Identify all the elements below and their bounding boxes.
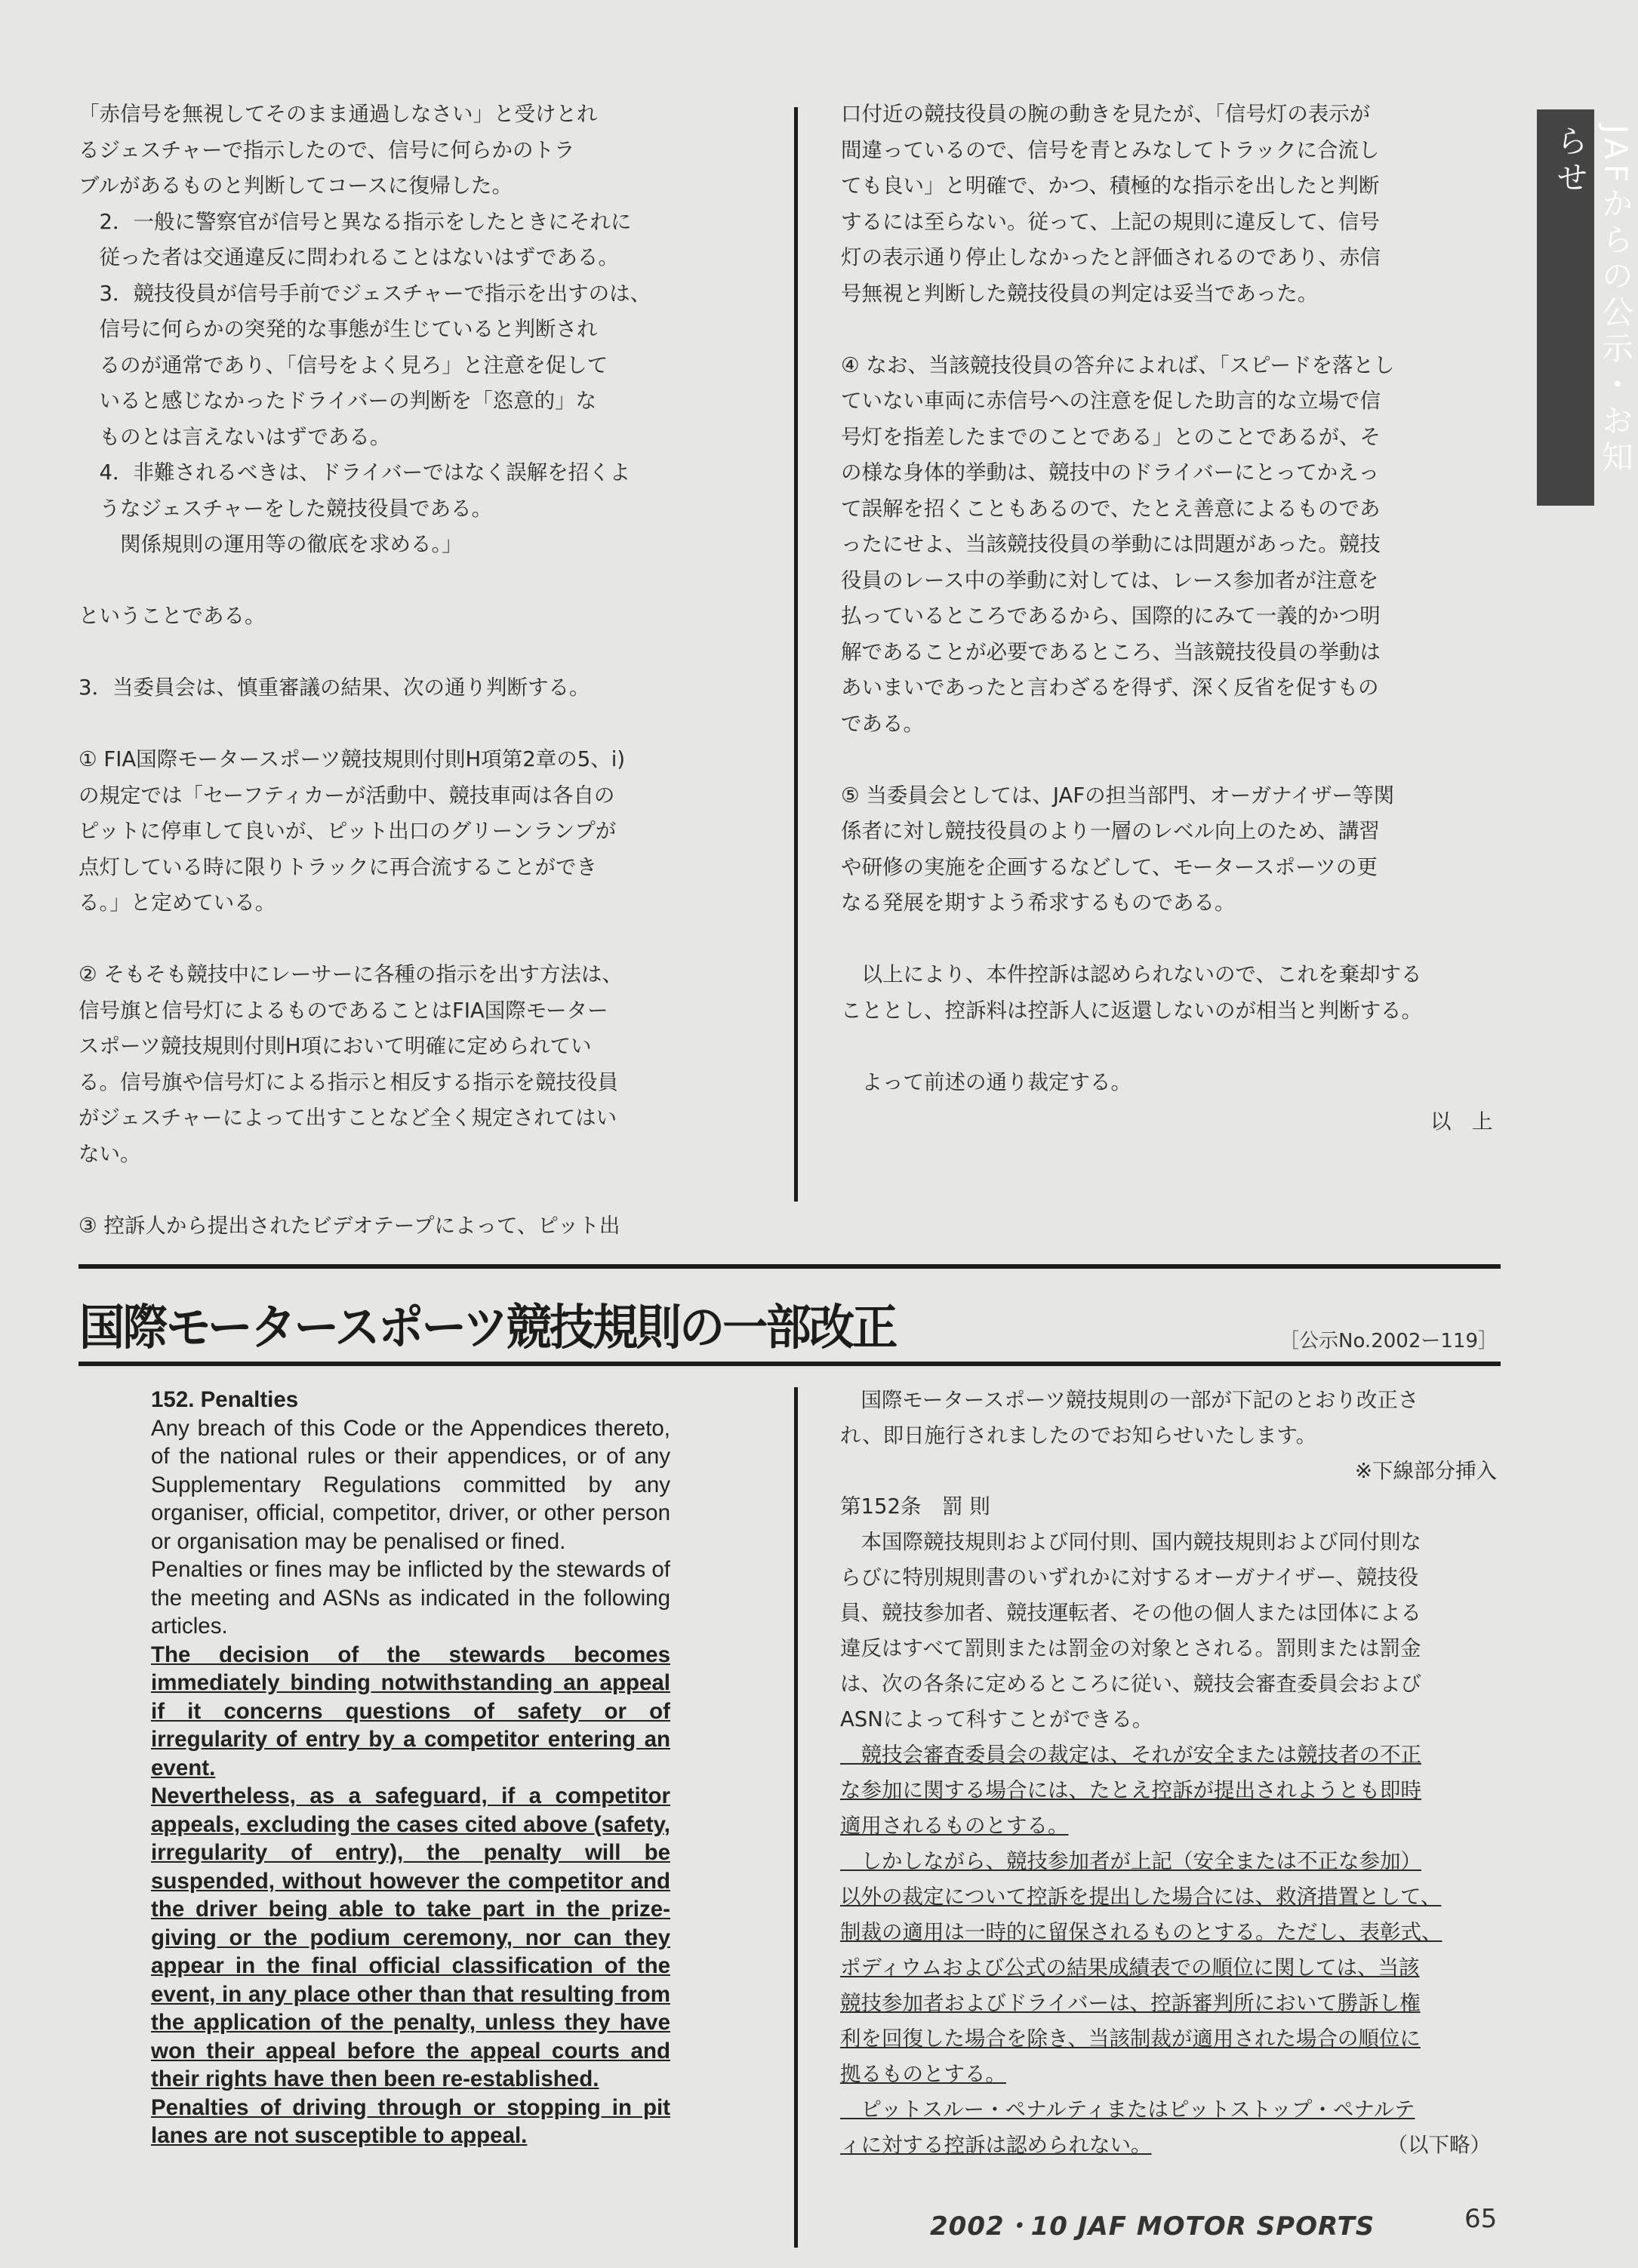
english-para-2: Penalties or fines may be inflicted by the stewards of the meeting and ASNs as indicated in the following articles.: [151, 1557, 670, 1639]
text-line: 3．当委員会は、慎重審議の結果、次の通り判断する。: [79, 675, 590, 700]
english-underlined-1: The decision of the stewards becomes immediately binding notwithstanding an appeal if it concerns questions of safety or of irregularity of entry by a competitor entering an event.: [151, 1642, 670, 1780]
text-line: よって前述の通り裁定する。: [841, 1069, 1132, 1094]
text-line: 信号旗と信号灯によるものであることはFIA国際モーター: [79, 998, 608, 1023]
text-line: 役員のレース中の挙動に対しては、レース参加者が注意を: [841, 568, 1379, 592]
text-line: 関係規則の運用等の徹底を求める。」: [79, 532, 463, 556]
jp-underlined-line-text: しかしながら、競技参加者が上記（安全または不正な参加）: [840, 1849, 1421, 1873]
text-line: ても良い」と明確で、かつ、積極的な指示を出したと判断: [841, 174, 1380, 198]
text-line: 係者に対し競技役員のより一層のレベル向上のため、講習: [841, 819, 1380, 843]
text-line: 従った者は交通違反に問われることはないはずである。: [79, 245, 619, 269]
text-line: 灯の表示通り停止しなかったと評価されるのであり、赤信: [841, 245, 1381, 269]
text-line: である。: [841, 711, 924, 736]
text-line: ② そもそも競技中にレーサーに各種の指示を出す方法は、: [79, 962, 623, 986]
jp-body-line: 違反はすべて罰則または罰金の対象とされる。罰則または罰金: [840, 1636, 1421, 1660]
jp-body-line: 本国際競技規則および同付則、国内競技規則および同付則な: [840, 1530, 1421, 1554]
jp-body-line: ASNによって科すことができる。: [840, 1707, 1153, 1731]
text-line: 3．競技役員が信号手前でジェスチャーで指示を出すのは、: [79, 281, 651, 306]
text-line: や研修の実施を企画するなどして、モータースポーツの更: [841, 854, 1378, 879]
jp-underlined-line-text: 競技会審査委員会の裁定は、それが安全または競技者の不正: [840, 1743, 1421, 1767]
text-line: る。信号旗や信号灯による指示と相反する指示を競技役員: [79, 1069, 618, 1094]
jp-underlined-line: [840, 1808, 1497, 1844]
text-line: 号無視と判断した競技役員の判定は妥当であった。: [841, 281, 1319, 306]
closing-text: [1430, 1104, 1493, 1140]
text-line: [79, 1172, 750, 1208]
jp-underlined-line: [840, 2092, 1497, 2128]
column-divider-bottom: [794, 1387, 798, 2248]
text-line: ③ 控訴人から提出されたビデオテープによって、ピット出: [79, 1213, 620, 1238]
jp-body-line: 員、競技参加者、競技運転者、その他の個人または団体による: [840, 1601, 1421, 1625]
text-line: スポーツ競技規則付則H項において明確に定められてい: [79, 1034, 592, 1058]
jp-underlined-line: [840, 1879, 1497, 1915]
jp-underlined-line-text: 適用されるものとする。: [840, 1814, 1069, 1838]
text-line: 信号に何らかの突発的な事態が生じていると判断され: [79, 317, 598, 341]
jp-underlined-line: [840, 1737, 1497, 1773]
top-right-column: [841, 97, 1505, 1100]
text-line: るジェスチャーで指示したので、信号に何らかのトラ: [79, 137, 575, 162]
page-number: 65: [1464, 2204, 1498, 2234]
column-divider-top: [794, 107, 798, 1202]
jp-note: ※下線部分挿入: [1354, 1459, 1497, 1483]
text-line: 以上により、本件控訴は認められないので、これを棄却する: [841, 962, 1422, 986]
jp-body-line: らびに特別規則書のいずれかに対するオーガナイザー、競技役: [840, 1565, 1419, 1589]
text-line: うなジェスチャーをした競技役員である。: [79, 496, 493, 521]
japanese-text: [840, 1383, 1497, 2163]
notice-number: ［公示No.2002ー119］: [1279, 1330, 1498, 1352]
top-left-column: [79, 97, 750, 1244]
closing-label: 以 上: [1430, 1109, 1493, 1134]
text-line: ⑤ 当委員会としては、JAFの担当部門、オーガナイザー等関: [841, 783, 1395, 808]
english-underlined-2: Nevertheless, as a safeguard, if a competitor appeals, excluding the cases cited above (safety, irregularity of entry), the penalty will be suspended, without however the competitor and the driver being able to take part in the prize-giving or the podium ceremony, nor can they appear in the final official classification of the event, in any place other than that resulting from the application of the penalty, unless they have won their appeal before the appeal courts and their rights have then been re-established.: [151, 1783, 670, 2091]
text-line: の規定では「セーフティカーが活動中、競技車両は各自の: [79, 783, 615, 808]
english-underlined-3: Penalties of driving through or stopping in pit lanes are not susceptible to appeal.: [151, 2094, 670, 2148]
text-line: あいまいであったと言わざるを得ず、深く反省を促すもの: [841, 675, 1379, 700]
text-line: る。」と定めている。: [79, 891, 276, 915]
text-line: [841, 1029, 1505, 1065]
text-line: 号灯を指差したまでのことである」とのことであるが、そ: [841, 424, 1381, 449]
jp-intro-2: れ、即日施行されましたのでお知らせいたします。: [840, 1423, 1317, 1448]
text-line: 間違っているので、信号を青とみなしてトラックに合流し: [841, 137, 1380, 162]
text-line: こととし、控訴料は控訴人に返還しないのが相当と判断する。: [841, 998, 1422, 1023]
english-text: [151, 1386, 670, 2150]
section-title: 国際モータースポーツ競技規則の一部改正: [79, 1300, 896, 1356]
text-line: 点灯している時に限りトラックに再合流することができ: [79, 854, 597, 879]
text-line: [841, 312, 1505, 348]
text-line: 払っているところであるから、国際的にみて一義的かつ明: [841, 604, 1381, 628]
jp-article: 第152条 罰 則: [840, 1494, 990, 1519]
jp-underlined-line-text: な参加に関する場合には、たとえ控訴が提出されようとも即時: [840, 1778, 1421, 1802]
text-line: ものとは言えないはずである。: [79, 424, 391, 449]
jp-underlined-line: [840, 1986, 1497, 2021]
jp-underlined-line-text: 競技参加者およびドライバーは、控訴審判所において勝訴し権: [840, 1991, 1421, 2015]
jp-underlined-line: [840, 2021, 1497, 2057]
text-line: ったにせよ、当該競技役員の挙動には問題があった。競技: [841, 532, 1381, 556]
text-line: なる発展を期すよう希求するものである。: [841, 891, 1236, 915]
text-line: 2．一般に警察官が信号と異なる指示をしたときにそれに: [79, 209, 632, 234]
text-line: 4．非難されるべきは、ドライバーではなく誤解を招くよ: [79, 460, 631, 485]
jp-underlined-line-text: ピットスルー・ペナルティまたはピットストップ・ペナルテ: [840, 2097, 1415, 2122]
jp-underlined-line-text: 拠るものとする。: [840, 2062, 1006, 2086]
text-line: の様な身体的挙動は、競技中のドライバーにとってかえっ: [841, 460, 1380, 485]
jp-underlined-line: [840, 1844, 1497, 1879]
text-line: るのが通常であり、「信号をよく見ろ」と注意を促して: [79, 352, 608, 377]
text-line: ということである。: [79, 604, 266, 628]
side-tab-label: JAFからの公示・お知らせ: [1552, 125, 1634, 477]
jp-underlined-line-text: ィに対する控訴は認められない。: [840, 2133, 1152, 2157]
text-line: 口付近の競技役員の腕の動きを見たが、「信号灯の表示が: [841, 102, 1371, 126]
text-line: ブルがあるものと判断してコースに復帰した。: [79, 174, 513, 198]
english-heading: 152. Penalties: [151, 1387, 299, 1412]
text-line: [79, 922, 750, 958]
text-line: [841, 742, 1505, 778]
footer-magazine: 2002・10 JAF MOTOR SPORTS: [930, 2211, 1375, 2242]
jp-underlined-line-text: 制裁の適用は一時的に留保されるものとする。ただし、表彰式、: [840, 1920, 1442, 1944]
jp-body: [840, 1525, 1497, 1737]
text-line: ① FIA国際モータースポーツ競技規則付則H項第2章の5、i): [79, 747, 626, 771]
section-side-tab: [1537, 109, 1634, 506]
text-line: ④ なお、当該競技役員の答弁によれば、「スピードを落とし: [841, 352, 1395, 377]
jp-underlined-line: [840, 2057, 1497, 2092]
jp-trailing: （以下略）: [1387, 2133, 1491, 2157]
text-line: ない。: [79, 1141, 141, 1166]
text-line: いると感じなかったドライバーの判断を「恣意的」な: [79, 389, 597, 413]
text-line: [79, 563, 750, 599]
jp-underlined-line-text: 利を回復した場合を除き、当該制裁が適用された場合の順位に: [840, 2026, 1421, 2051]
jp-underlined-line-text: 以外の裁定について控訴を提出した場合には、救済措置として、: [840, 1885, 1442, 1909]
text-line: [841, 922, 1505, 958]
jp-underlined-line-text: ポディウムおよび公式の結果成績表での順位に関しては、当該: [840, 1956, 1420, 1980]
jp-body-line: は、次の各条に定めるところに従い、競技会審査委員会および: [840, 1672, 1421, 1696]
jp-underlined-line: [840, 1915, 1497, 1950]
text-line: 解であることが必要であるところ、当該競技役員の挙動は: [841, 639, 1381, 664]
text-line: [79, 706, 750, 743]
jp-underlined: [840, 1737, 1497, 2163]
jp-underlined-line: [840, 1950, 1497, 1986]
section-bottom-rule: [79, 1362, 1501, 1366]
text-line: [79, 635, 750, 671]
text-line: て誤解を招くこともあるので、たとえ善意によるものであ: [841, 496, 1381, 521]
jp-intro-1: 国際モータースポーツ競技規則の一部が下記のとおり改正さ: [840, 1388, 1419, 1412]
english-para-1: Any breach of this Code or the Appendices thereto, of the national rules or their appendices, or of any Supplementary Regulations committed by any organiser, official, competitor, driver, or other person or organisation may be penalised or fined.: [151, 1415, 670, 1554]
jp-underlined-line: [840, 1773, 1497, 1808]
text-line: するには至らない。従って、上記の規則に違反して、信号: [841, 209, 1380, 234]
text-line: ピットに停車して良いが、ピット出口のグリーンランプが: [79, 819, 617, 843]
text-line: ていない車両に赤信号への注意を促した助言的な立場で信: [841, 389, 1381, 413]
jp-underlined-line: [840, 2128, 1497, 2163]
text-line: 「赤信号を無視してそのまま通過しなさい」と受けとれ: [79, 102, 598, 126]
section-top-rule: [79, 1264, 1501, 1269]
text-line: がジェスチャーによって出すことなど全く規定されてはい: [79, 1106, 617, 1130]
